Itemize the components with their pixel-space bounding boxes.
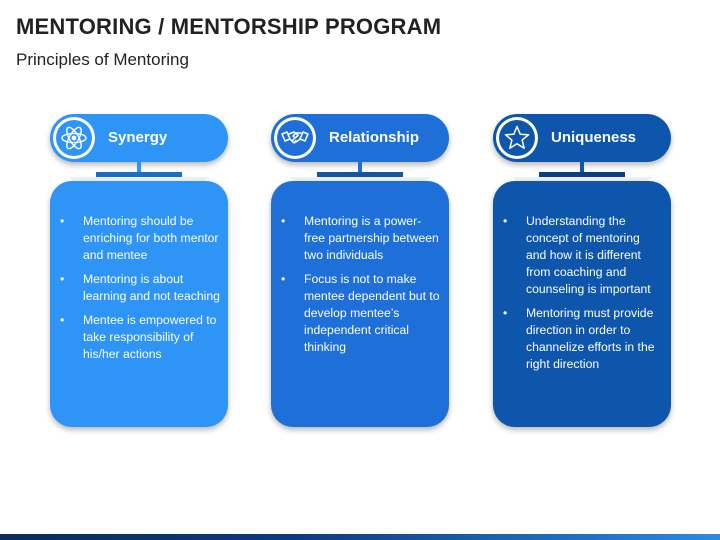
principle-column-relationship: [271, 114, 449, 429]
bullet-item: • Mentoring should be enriching for both mentor and mentee: [60, 213, 220, 264]
connector-stem: [580, 162, 584, 172]
footer-bar: [0, 534, 720, 540]
bullet-item: • Mentoring must provide direction in order to channelize efforts in the right direction: [503, 305, 663, 373]
principle-card-relationship: [271, 181, 449, 427]
principle-card-synergy: [50, 181, 228, 427]
connector-stem: [358, 162, 362, 172]
page-subtitle: Principles of Mentoring: [16, 50, 189, 69]
icon-badge: [53, 117, 95, 159]
connector-stem: [137, 162, 141, 172]
icon-badge: [274, 117, 316, 159]
principle-header-uniqueness: [493, 114, 671, 162]
connector-bar: [317, 172, 403, 177]
connector-bar: [539, 172, 625, 177]
handshake-icon: [277, 120, 313, 156]
principle-label: Relationship: [329, 129, 420, 146]
bullet-list: [493, 181, 671, 373]
bullet-item: • Understanding the concept of mentoring and how it is different from coaching and counseling is important: [503, 213, 663, 298]
star-icon: [499, 120, 535, 156]
atom-icon: [56, 120, 92, 156]
principle-card-uniqueness: [493, 181, 671, 427]
principle-column-synergy: [50, 114, 228, 429]
bullet-item: • Mentoring is about learning and not teaching: [60, 271, 220, 305]
connector-bar: [96, 172, 182, 177]
principle-header-synergy: [50, 114, 228, 162]
bullet-list: [271, 181, 449, 356]
bullet-item: • Focus is not to make mentee dependent but to develop mentee’s independent critical thinking: [281, 271, 441, 356]
principle-header-relationship: [271, 114, 449, 162]
bullet-item: • Mentee is empowered to take responsibility of his/her actions: [60, 312, 220, 363]
principle-column-uniqueness: [493, 114, 671, 429]
bullet-item: • Mentoring is a power-free partnership between two individuals: [281, 213, 441, 264]
principle-label: Uniqueness: [551, 129, 637, 146]
bullet-list: [50, 181, 228, 363]
icon-badge: [496, 117, 538, 159]
page-title: MENTORING / MENTORSHIP PROGRAM: [16, 14, 442, 39]
principle-label: Synergy: [108, 129, 168, 146]
